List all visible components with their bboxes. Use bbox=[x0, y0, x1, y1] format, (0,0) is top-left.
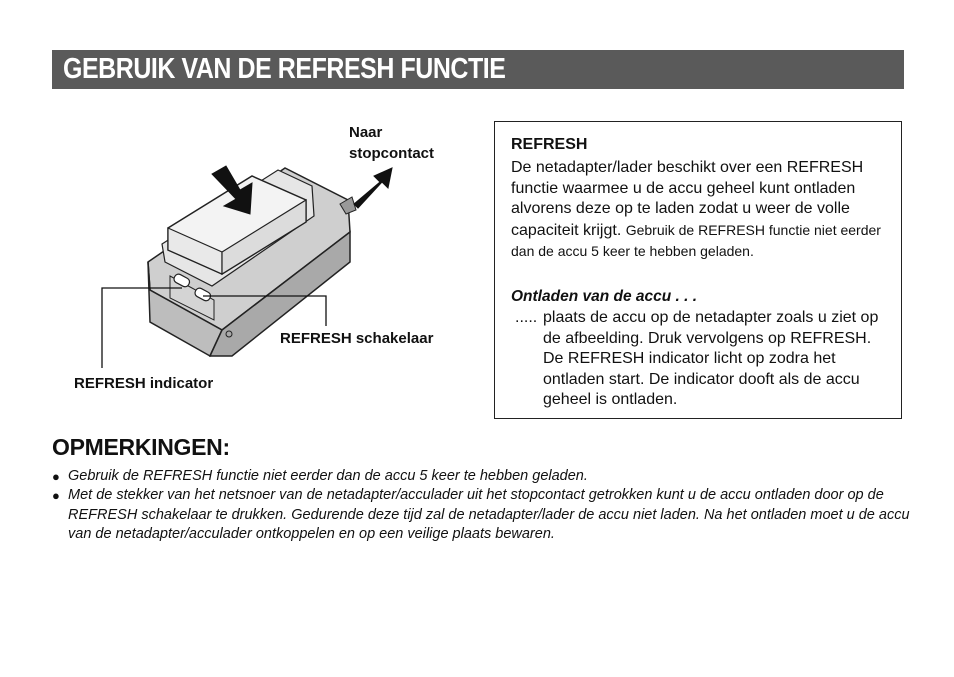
info-paragraph bbox=[511, 158, 895, 263]
note-text: Gebruik de REFRESH functie niet eerder dan de accu 5 keer te hebben geladen. bbox=[68, 468, 588, 484]
step-text: plaats de accu op de netadapter zoals u ziet op de afbeelding. Druk vervolgens op REFRESH. De REFRESH indicator licht op zodra het ontladen start. De indicator dooft als de accu geheel is ontladen. bbox=[543, 309, 879, 408]
bullet-icon: ● bbox=[52, 469, 60, 484]
label-refresh-indicator: REFRESH indicator bbox=[74, 375, 214, 392]
info-paragraph-main: De netadapter/lader beschikt over een REFRESH functie waarmee u de accu geheel kunt ontladen alvorens deze op te laden zodat u weer de volle capaciteit krijgt. bbox=[511, 159, 864, 239]
note-item bbox=[52, 467, 912, 487]
info-subheading: Ontladen van de accu . . . bbox=[511, 288, 698, 305]
page-title: GEBRUIK VAN DE REFRESH FUNCTIE bbox=[63, 53, 506, 85]
title-bar bbox=[52, 50, 904, 89]
refresh-info-box bbox=[494, 121, 902, 419]
outlet-arrow-icon bbox=[354, 168, 392, 208]
label-naar: Naar bbox=[349, 124, 383, 141]
step-dots: ..... bbox=[515, 309, 538, 326]
label-stopcontact: stopcontact bbox=[349, 145, 435, 162]
notes-title: OPMERKINGEN: bbox=[52, 434, 230, 460]
note-text: Met de stekker van het netsnoer van de netadapter/acculader uit het stopcontact getrokken kunt u de accu ontladen door op de REFRESH schakelaar te drukken. Gedurende deze tijd zal de netadapter/lader de accu niet laden. Na het ontladen moet u de accu van de netadapter/acculader ontkoppelen en op een veilige plaats bewaren. bbox=[68, 487, 910, 542]
bullet-icon: ● bbox=[52, 488, 60, 503]
note-item bbox=[52, 486, 912, 545]
label-refresh-schakelaar: REFRESH schakelaar bbox=[280, 330, 434, 347]
info-heading: REFRESH bbox=[511, 136, 588, 153]
info-paragraph-small: Gebruik de REFRESH functie niet eerder dan de accu 5 keer te hebben geladen. bbox=[511, 221, 881, 259]
